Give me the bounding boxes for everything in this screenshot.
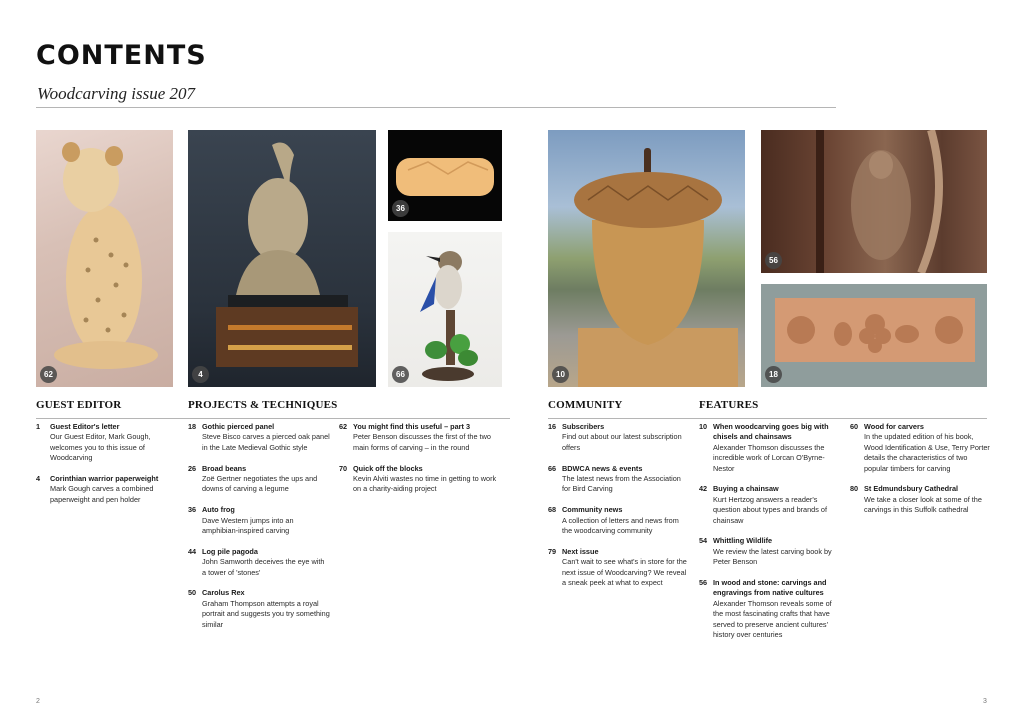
entry-description: In the updated edition of his book, Wood Identification & Use, Terry Porter details the characteristics of two popular timbers for carving	[864, 432, 990, 473]
page-number: 80	[850, 484, 859, 494]
entry-description: Kurt Hertzog answers a reader's question about types and brands of chainsaw	[713, 494, 827, 525]
entry-title: Broad beans	[202, 463, 247, 473]
auto-frog-photo[interactable]	[388, 130, 502, 221]
entry-description: Alexander Thomson discusses the incredible work of Lorcan O'Byrne-Nestor	[713, 442, 825, 473]
section-heading-features: FEATURES	[699, 399, 759, 411]
toc-entry[interactable]	[850, 422, 992, 474]
section-heading-guest-editor: GUEST EDITOR	[36, 399, 122, 411]
entry-description: Graham Thompson attempts a royal portrait and suggests you try something similar	[202, 598, 330, 629]
warrior-bust-illustration	[188, 130, 376, 387]
community-list	[548, 422, 690, 599]
page-number: 10	[699, 422, 708, 431]
toc-entry[interactable]	[699, 484, 841, 526]
page-number: 42	[699, 484, 708, 494]
entry-description: Peter Benson discusses the first of the two main forms of carving – in the round	[353, 432, 491, 452]
entry-title: Community news	[562, 505, 623, 515]
entry-title: Next issue	[562, 546, 599, 556]
entry-title: Guest Editor's letter	[50, 422, 120, 431]
page-number: 44	[188, 546, 197, 556]
page-number-right: 3	[983, 698, 987, 705]
page-number: 36	[188, 505, 197, 515]
pierced-panel-illustration	[761, 284, 987, 387]
toc-entry[interactable]	[548, 464, 690, 495]
toc-entry[interactable]	[188, 505, 330, 536]
entry-title: Buying a chainsaw	[713, 484, 779, 494]
temple-relief-illustration	[761, 130, 987, 273]
features-list-b	[850, 422, 992, 526]
entry-title: St Edmundsbury Cathedral	[864, 484, 959, 494]
page-badge: 10	[552, 366, 569, 383]
toc-entry[interactable]	[699, 578, 841, 640]
projects-list-a	[188, 422, 330, 640]
toc-entry[interactable]	[188, 422, 330, 453]
acorn-carving-photo[interactable]	[548, 130, 745, 387]
toc-entry[interactable]	[548, 422, 690, 453]
entry-description: Kevin Alviti wastes no time in getting to work on a charity-aiding project	[353, 474, 497, 494]
page-number: 79	[548, 546, 557, 556]
page-badge: 4	[192, 366, 209, 383]
entry-description: Find out about our latest subscription offers	[562, 432, 682, 452]
gothic-panel-photo[interactable]	[761, 284, 987, 387]
page-number: 26	[188, 463, 197, 473]
warrior-paperweight-photo[interactable]	[188, 130, 376, 387]
toc-entry[interactable]	[188, 464, 330, 495]
page-badge: 36	[392, 200, 409, 217]
page-badge: 62	[40, 366, 57, 383]
entry-description: We review the latest carving book by Peter Benson	[713, 546, 832, 567]
bird-carving-illustration	[388, 232, 502, 387]
toc-entry[interactable]	[188, 547, 330, 578]
projects-list-b	[339, 422, 504, 505]
entry-description: Zoë Gertner negotiates the ups and downs of carving a legume	[202, 474, 318, 494]
page-number: 50	[188, 588, 197, 598]
entry-title: Whittling Wildlife	[713, 536, 773, 546]
title-divider	[36, 107, 836, 108]
page-number: 54	[699, 536, 708, 546]
toc-entry[interactable]	[548, 547, 690, 589]
entry-description: Dave Western jumps into an amphibian-inspired carving	[202, 515, 294, 536]
entry-description: We take a closer look at some of the carvings in this Suffolk cathedral	[864, 494, 982, 515]
entry-description: Our Guest Editor, Mark Gough, welcomes you to this issue of Woodcarving	[50, 432, 151, 463]
entry-title: Quick off the blocks	[353, 463, 423, 473]
entry-description: Can't wait to see what's in store for the next issue of Woodcarving? We reveal a sneak peek at what to expect	[562, 557, 687, 588]
toc-entry[interactable]	[339, 422, 504, 453]
page-number: 16	[548, 422, 557, 431]
entry-description: John Samworth deceives the eye with a tower of 'stones'	[202, 557, 325, 577]
page-title: CONTENTS	[36, 40, 207, 71]
entry-title: When woodcarving goes big with chisels and chainsaws	[713, 422, 829, 442]
toc-entry[interactable]	[188, 588, 330, 630]
entry-description: Mark Gough carves a combined paperweight and pen holder	[50, 484, 154, 504]
entry-description: A collection of letters and news from the woodcarving community	[562, 515, 679, 536]
section-divider-right	[548, 418, 987, 419]
entry-title: Log pile pagoda	[202, 546, 258, 556]
toc-entry[interactable]	[339, 464, 504, 495]
entry-title: BDWCA news & events	[562, 463, 643, 473]
entry-title: Gothic pierced panel	[202, 422, 275, 431]
page-number: 70	[339, 463, 348, 473]
toc-entry[interactable]	[699, 536, 841, 567]
features-list-a	[699, 422, 841, 651]
page-number: 56	[699, 578, 708, 588]
kingfisher-photo[interactable]	[388, 232, 502, 387]
entry-title: Auto frog	[202, 505, 235, 515]
toc-entry[interactable]	[36, 422, 178, 464]
issue-subtitle: Woodcarving issue 207	[37, 84, 196, 103]
page-number: 4	[36, 474, 41, 484]
cheetah-illustration	[36, 130, 173, 387]
entry-title: Wood for carvers	[864, 422, 924, 431]
guest-editor-list	[36, 422, 178, 516]
page-badge: 66	[392, 366, 409, 383]
toc-entry[interactable]	[548, 505, 690, 536]
cheetah-carving-photo[interactable]	[36, 130, 173, 387]
toc-entry[interactable]	[36, 474, 178, 505]
acorn-illustration	[548, 130, 745, 387]
page-badge: 56	[765, 252, 782, 269]
entry-description: Alexander Thomson reveals some of the most fascinating crafts that have served to preserve ancient cultures' history over centuries	[713, 598, 832, 640]
section-divider-left	[36, 418, 510, 419]
entry-title: In wood and stone: carvings and engravings from native cultures	[713, 578, 827, 598]
section-heading-projects: PROJECTS & TECHNIQUES	[188, 399, 338, 411]
entry-title: Corinthian warrior paperweight	[50, 474, 159, 484]
page-number: 68	[548, 505, 557, 515]
section-heading-community: COMMUNITY	[548, 399, 623, 411]
page-badge: 18	[765, 366, 782, 383]
entry-title: You might find this useful – part 3	[353, 422, 471, 431]
toc-entry[interactable]	[850, 484, 992, 515]
toc-entry[interactable]	[699, 422, 841, 474]
page-number: 1	[36, 422, 41, 431]
page-number: 66	[548, 463, 557, 473]
temple-carving-photo[interactable]	[761, 130, 987, 273]
page-number: 62	[339, 422, 348, 431]
entry-description: The latest news from the Association for Bird Carving	[562, 474, 681, 494]
entry-title: Carolus Rex	[202, 588, 245, 598]
page-number: 60	[850, 422, 859, 431]
entry-description: Steve Bisco carves a pierced oak panel in the Late Medieval Gothic style	[202, 432, 330, 452]
entry-title: Subscribers	[562, 422, 605, 431]
page-number: 18	[188, 422, 197, 431]
page-number-left: 2	[36, 698, 40, 705]
